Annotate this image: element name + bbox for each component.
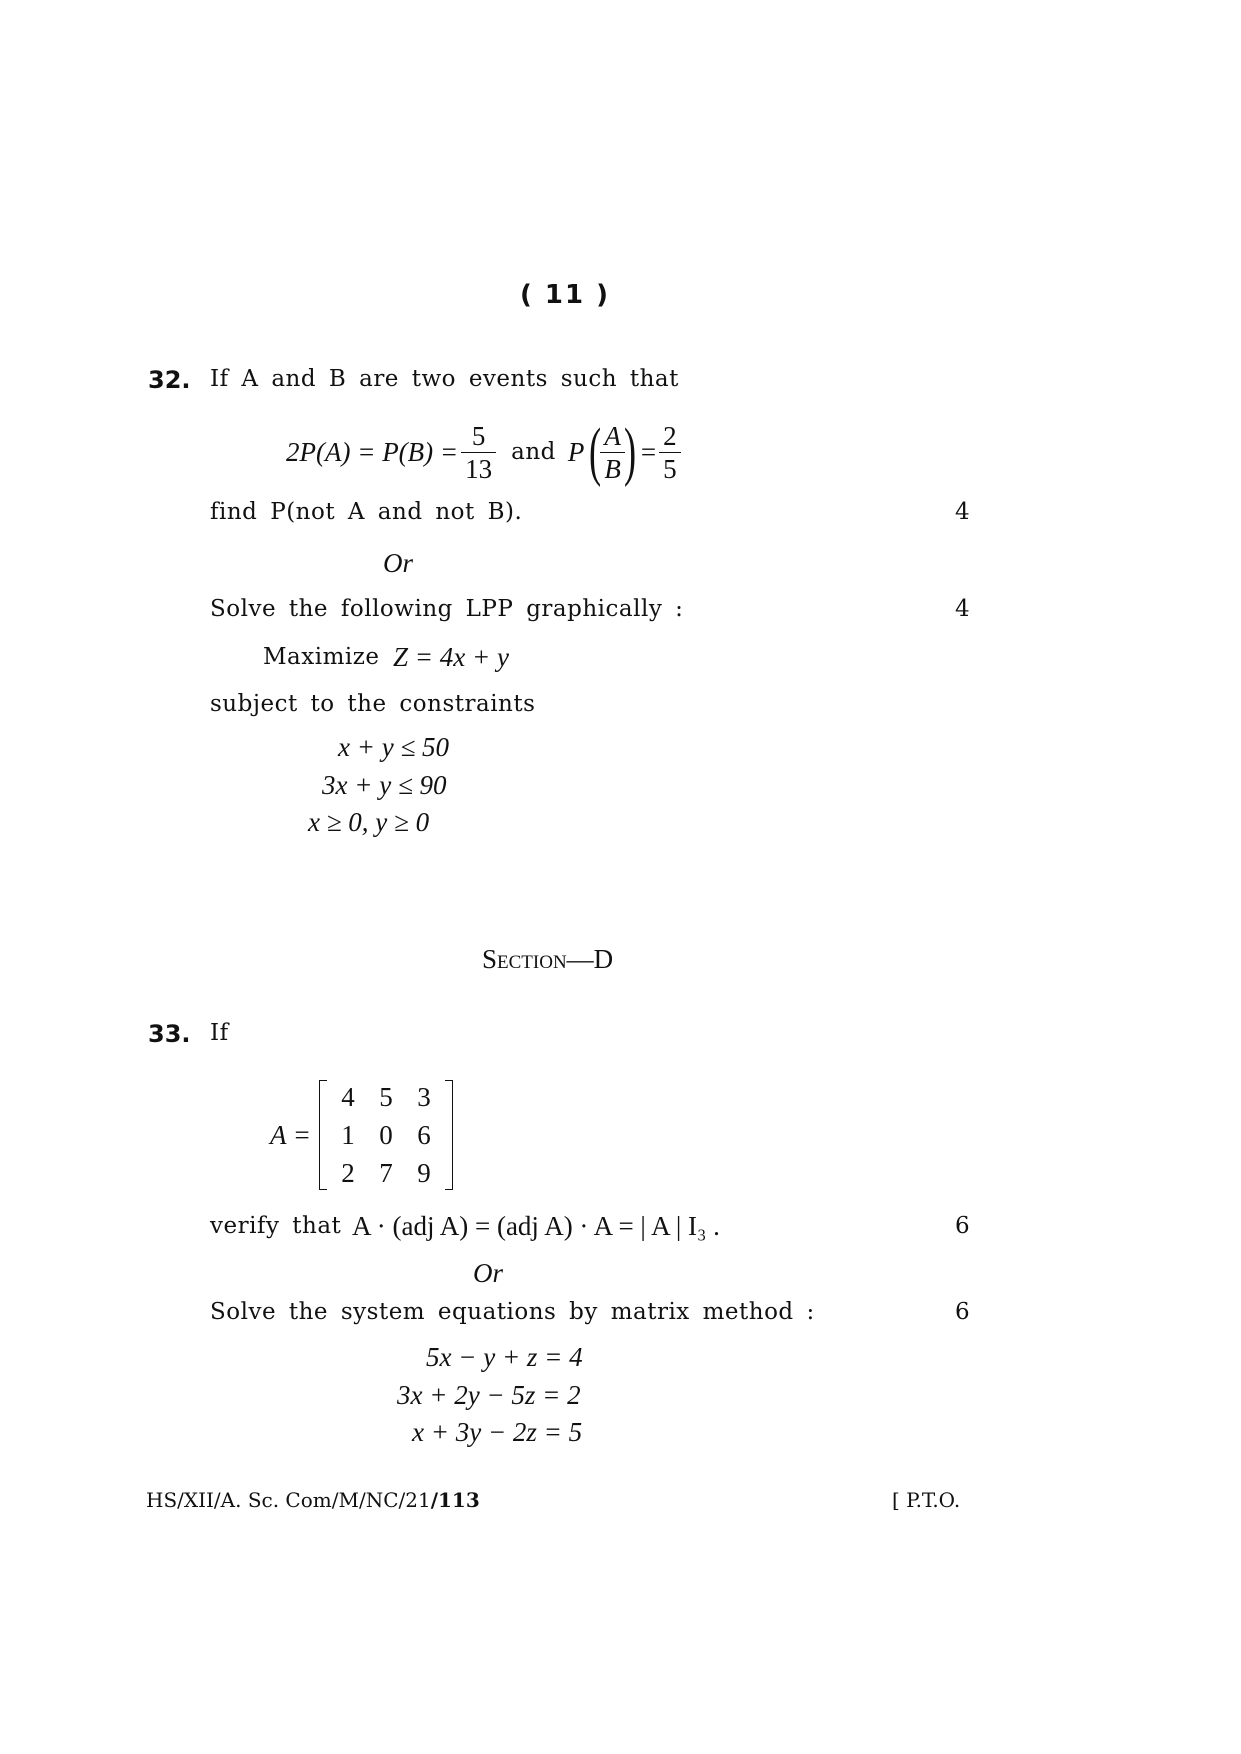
equals-sign: =: [640, 436, 657, 467]
q33-verify-expr: A · (adj A) = (adj A) · A = | A | I₃ .: [352, 1211, 720, 1241]
q33-solve-marks: 6: [955, 1299, 970, 1325]
fraction-denominator: B: [604, 453, 621, 484]
matrix-cell: 5: [379, 1081, 393, 1112]
q32-lpp-marks: 4: [955, 596, 970, 622]
fraction-2-5: [659, 420, 681, 485]
pto-label: [ P.T.O.: [892, 1488, 961, 1512]
q32-objective-label: Maximize: [263, 644, 380, 670]
q32-lpp-text: Solve the following LPP graphically :: [210, 596, 684, 622]
matrix-label: A =: [270, 1119, 311, 1150]
probability-symbol: P: [567, 436, 585, 467]
q32-given-equation: [286, 412, 684, 492]
fraction-denominator: 13: [465, 453, 493, 484]
q33-verify-marks: 6: [955, 1213, 970, 1239]
fraction-5-13: [461, 420, 496, 485]
q33-verify-text: verify that: [210, 1213, 342, 1239]
paper-code-suffix: /113: [430, 1488, 480, 1512]
equation-3: x + 3y − 2z = 5: [412, 1417, 583, 1447]
q33-or-label: Or: [473, 1258, 504, 1288]
q32-find-text: find P(not A and not B).: [210, 499, 523, 525]
constraint-1: x + y ≤ 50: [338, 732, 450, 762]
question-number-33: 33.: [148, 1020, 191, 1048]
matrix-cell: 7: [379, 1157, 393, 1188]
paper-code-prefix: HS/XII/A. Sc. Com/M/NC/21: [146, 1488, 431, 1512]
paper-code: [146, 1488, 480, 1512]
equation-2: 3x + 2y − 5z = 2: [397, 1380, 581, 1410]
fraction-numerator: A: [600, 420, 625, 453]
q32-objective-expr: Z = 4x + y: [393, 642, 509, 672]
matrix-cell: 3: [417, 1081, 431, 1112]
matrix-cell: 0: [379, 1119, 393, 1150]
matrix-definition: [270, 1075, 453, 1195]
matrix-cell: 9: [417, 1157, 431, 1188]
fraction-denominator: 5: [663, 453, 677, 484]
matrix-cell: 1: [341, 1119, 355, 1150]
q32-given-lhs: 2P(A) = P(B) =: [286, 436, 459, 467]
q32-or-label: Or: [383, 548, 414, 578]
matrix-cell: 6: [417, 1119, 431, 1150]
q32-intro: If A and B are two events such that: [210, 366, 679, 392]
right-paren: ): [623, 415, 636, 488]
fraction-numerator: 2: [659, 420, 681, 453]
q33-solve-text: Solve the system equations by matrix method :: [210, 1299, 815, 1325]
question-number-32: 32.: [148, 366, 191, 394]
constraint-2: 3x + y ≤ 90: [322, 770, 447, 800]
q32-find-marks: 4: [955, 499, 970, 525]
fraction-numerator: 5: [461, 420, 496, 453]
matrix-a: [319, 1078, 453, 1192]
q32-constraints-text: subject to the constraints: [210, 691, 536, 717]
conditional-fraction: [600, 420, 625, 485]
q33-intro: If: [210, 1020, 229, 1046]
constraint-3: x ≥ 0, y ≥ 0: [308, 807, 430, 837]
section-title: Section—D: [482, 944, 614, 974]
matrix-cell: 2: [341, 1157, 355, 1188]
and-word: and: [511, 439, 556, 465]
matrix-cell: 4: [341, 1081, 355, 1112]
left-paren: (: [589, 415, 602, 488]
equation-1: 5x − y + z = 4: [426, 1342, 583, 1372]
page-number: ( 11 ): [519, 280, 611, 310]
